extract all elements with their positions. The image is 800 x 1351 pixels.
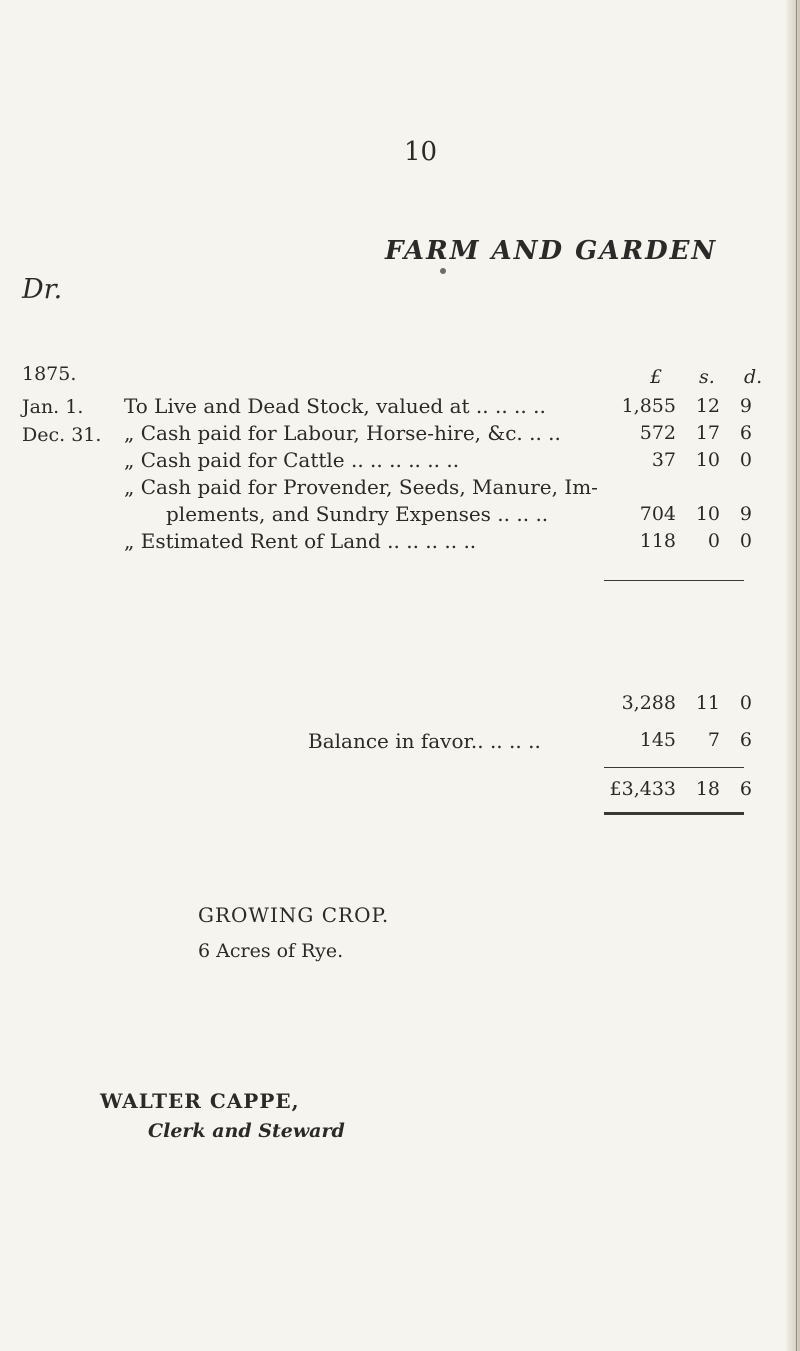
pounds-value: 1,855 <box>621 395 676 417</box>
pounds-value: 704 <box>639 503 676 525</box>
shillings-header: s. <box>699 366 715 388</box>
ledger-entry-text: „ Cash paid for Provender, Seeds, Manure, Im- <box>124 475 598 499</box>
ledger-entry-text: „ Cash paid for Cattle .. .. .. .. .. .. <box>124 448 460 472</box>
shillings-value: 10 <box>695 449 720 471</box>
pence-column <box>730 393 752 555</box>
total-rule <box>604 767 744 768</box>
balance-shillings: 7 <box>707 729 720 751</box>
subtotal-pence: 0 <box>739 692 752 714</box>
pounds-column <box>596 393 676 555</box>
ledger-entries <box>124 393 598 555</box>
pence-value <box>730 474 752 501</box>
ink-dot <box>440 268 446 274</box>
ledger-entry-text: „ Cash paid for Labour, Horse-hire, &c. .. .. <box>124 421 561 445</box>
subtotal-shillings: 11 <box>695 692 720 714</box>
pence-value: 9 <box>739 503 752 525</box>
shillings-value <box>690 474 720 501</box>
balance-pounds: 145 <box>639 729 676 751</box>
year-label: 1875. <box>22 363 77 385</box>
shillings-value: 0 <box>707 530 720 552</box>
signatory-role: Clerk and Steward <box>148 1120 345 1142</box>
date-entry: Dec. 31. <box>22 424 102 446</box>
pounds-value <box>596 474 676 501</box>
balance-label: Balance in favor.. .. .. .. <box>308 729 541 753</box>
date-column <box>22 393 101 449</box>
date-entry: Jan. 1. <box>22 396 84 418</box>
subtotal-rule <box>604 580 744 581</box>
pence-value: 0 <box>739 530 752 552</box>
section-heading: FARM AND GARDEN <box>385 236 718 266</box>
total-pounds: £3,433 <box>609 778 676 800</box>
subtotal-pounds: 3,288 <box>621 692 676 714</box>
ledger-entry-text: To Live and Dead Stock, valued at .. .. .. .. <box>124 394 546 418</box>
pounds-value: 118 <box>639 530 676 552</box>
balance-pence: 6 <box>739 729 752 751</box>
growing-crop-detail: 6 Acres of Rye. <box>198 940 344 962</box>
pence-value: 6 <box>739 422 752 444</box>
shillings-column <box>690 393 720 555</box>
ledger-entry-text: plements, and Sundry Expenses .. .. .. <box>166 502 549 526</box>
page-edge-line <box>796 0 797 1351</box>
pounds-header: £ <box>650 366 663 388</box>
total-shillings: 18 <box>695 778 720 800</box>
pounds-value: 572 <box>639 422 676 444</box>
pounds-value: 37 <box>651 449 676 471</box>
page-edge <box>786 0 800 1351</box>
page-number: 10 <box>404 137 438 167</box>
growing-crop-title: GROWING CROP. <box>198 903 390 927</box>
debit-label: Dr. <box>22 274 63 305</box>
total-double-rule <box>604 812 744 815</box>
signatory-name: WALTER CAPPE, <box>100 1089 300 1113</box>
ledger-entry-text: „ Estimated Rent of Land .. .. .. .. .. <box>124 529 477 553</box>
pence-header: d. <box>744 366 763 388</box>
pence-value: 9 <box>739 395 752 417</box>
total-pence: 6 <box>739 778 752 800</box>
shillings-value: 17 <box>695 422 720 444</box>
shillings-value: 12 <box>695 395 720 417</box>
shillings-value: 10 <box>695 503 720 525</box>
pence-value: 0 <box>739 449 752 471</box>
